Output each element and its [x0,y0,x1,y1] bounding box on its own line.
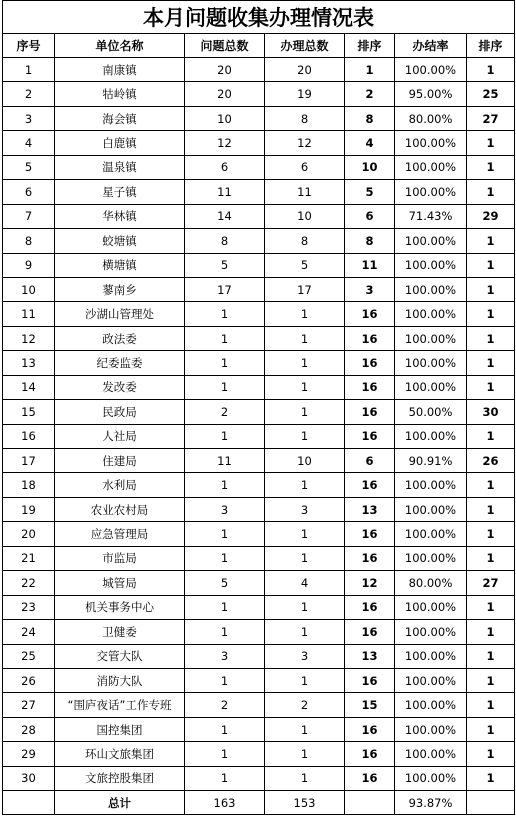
cell-handled-total: 6 [265,155,345,179]
cell-index: 2 [3,82,55,106]
cell-index: 9 [3,253,55,277]
cell-question-total: 14 [185,204,265,228]
cell-handled-total: 17 [265,277,345,301]
cell-question-total: 11 [185,449,265,473]
table-title: 本月问题收集办理情况表 [3,1,515,34]
cell-rank-rate: 1 [467,375,515,399]
header-rank-count: 排序 [345,34,395,58]
cell-rank-count: 13 [345,497,395,521]
cell-rank-count: 13 [345,644,395,668]
cell-handled-total: 1 [265,424,345,448]
cell-question-total: 3 [185,644,265,668]
cell-completion-rate: 100.00% [395,595,467,619]
cell-index: 29 [3,742,55,766]
cell-question-total: 1 [185,742,265,766]
cell-question-total: 12 [185,131,265,155]
cell-handled-total: 19 [265,82,345,106]
table-row [3,375,515,399]
total-rank-count [345,791,395,815]
total-completion-rate: 93.87% [395,791,467,815]
cell-question-total: 1 [185,717,265,741]
cell-index: 3 [3,106,55,130]
cell-rank-count: 16 [345,473,395,497]
cell-index: 10 [3,277,55,301]
cell-rank-count: 16 [345,522,395,546]
cell-unit-name: 环山文旅集团 [55,742,185,766]
cell-unit-name: 应急管理局 [55,522,185,546]
cell-rank-rate: 29 [467,204,515,228]
header-row [3,34,515,58]
cell-unit-name: “围庐夜话”工作专班 [55,693,185,717]
cell-rank-count: 5 [345,180,395,204]
table-row [3,106,515,130]
cell-rank-rate: 1 [467,522,515,546]
cell-index: 11 [3,302,55,326]
cell-handled-total: 1 [265,668,345,692]
table-row [3,351,515,375]
cell-question-total: 5 [185,571,265,595]
cell-unit-name: 文旅控股集团 [55,766,185,790]
header-completion-rate: 办结率 [395,34,467,58]
cell-unit-name: 农业农村局 [55,497,185,521]
cell-handled-total: 1 [265,400,345,424]
cell-index: 12 [3,326,55,350]
cell-rank-rate: 1 [467,766,515,790]
cell-rank-count: 16 [345,546,395,570]
cell-handled-total: 1 [265,717,345,741]
cell-question-total: 1 [185,375,265,399]
cell-rank-rate: 25 [467,82,515,106]
cell-question-total: 1 [185,473,265,497]
table-row [3,229,515,253]
cell-unit-name: 人社局 [55,424,185,448]
cell-rank-count: 8 [345,229,395,253]
cell-unit-name: 交管大队 [55,644,185,668]
cell-handled-total: 1 [265,766,345,790]
cell-index: 24 [3,620,55,644]
cell-index: 27 [3,693,55,717]
cell-completion-rate: 100.00% [395,326,467,350]
cell-unit-name: 横塘镇 [55,253,185,277]
cell-rank-rate: 1 [467,326,515,350]
cell-unit-name: 温泉镇 [55,155,185,179]
cell-rank-rate: 1 [467,253,515,277]
cell-handled-total: 5 [265,253,345,277]
cell-unit-name: 国控集团 [55,717,185,741]
cell-question-total: 1 [185,326,265,350]
cell-unit-name: 蛟塘镇 [55,229,185,253]
cell-question-total: 1 [185,668,265,692]
cell-unit-name: 发改委 [55,375,185,399]
table-row [3,766,515,790]
cell-handled-total: 1 [265,522,345,546]
cell-rank-rate: 30 [467,400,515,424]
cell-rank-count: 16 [345,326,395,350]
cell-question-total: 1 [185,351,265,375]
statistics-table [2,0,515,815]
cell-rank-count: 4 [345,131,395,155]
cell-handled-total: 1 [265,546,345,570]
cell-completion-rate: 100.00% [395,473,467,497]
cell-question-total: 1 [185,522,265,546]
header-index: 序号 [3,34,55,58]
cell-rank-rate: 27 [467,571,515,595]
cell-question-total: 2 [185,693,265,717]
cell-rank-rate: 1 [467,742,515,766]
cell-rank-rate: 1 [467,155,515,179]
cell-question-total: 8 [185,229,265,253]
cell-index: 16 [3,424,55,448]
cell-question-total: 1 [185,766,265,790]
table-row [3,595,515,619]
header-question-total: 问题总数 [185,34,265,58]
cell-question-total: 1 [185,546,265,570]
cell-unit-name: 纪委监委 [55,351,185,375]
table-row [3,400,515,424]
cell-rank-rate: 1 [467,693,515,717]
cell-rank-count: 16 [345,424,395,448]
cell-index: 25 [3,644,55,668]
table-row [3,253,515,277]
table-row [3,693,515,717]
cell-question-total: 1 [185,620,265,644]
cell-question-total: 20 [185,82,265,106]
cell-completion-rate: 100.00% [395,229,467,253]
total-index [3,791,55,815]
cell-rank-rate: 1 [467,277,515,301]
table-row [3,522,515,546]
cell-index: 21 [3,546,55,570]
table-row [3,58,515,82]
total-label: 总计 [55,791,185,815]
cell-handled-total: 4 [265,571,345,595]
cell-unit-name: 白鹿镇 [55,131,185,155]
cell-rank-count: 1 [345,58,395,82]
table-row [3,204,515,228]
cell-unit-name: 水利局 [55,473,185,497]
cell-completion-rate: 100.00% [395,717,467,741]
cell-handled-total: 2 [265,693,345,717]
cell-completion-rate: 100.00% [395,253,467,277]
cell-unit-name: 机关事务中心 [55,595,185,619]
cell-question-total: 5 [185,253,265,277]
cell-rank-count: 11 [345,253,395,277]
cell-completion-rate: 100.00% [395,351,467,375]
cell-unit-name: 卫健委 [55,620,185,644]
cell-question-total: 2 [185,400,265,424]
cell-completion-rate: 100.00% [395,668,467,692]
cell-question-total: 11 [185,180,265,204]
table-row [3,473,515,497]
table-row [3,668,515,692]
cell-completion-rate: 100.00% [395,424,467,448]
cell-unit-name: 华林镇 [55,204,185,228]
cell-completion-rate: 100.00% [395,620,467,644]
table-row [3,180,515,204]
table-row [3,277,515,301]
cell-completion-rate: 100.00% [395,693,467,717]
cell-question-total: 1 [185,595,265,619]
total-question-total: 163 [185,791,265,815]
header-handled-total: 办理总数 [265,34,345,58]
cell-rank-rate: 1 [467,473,515,497]
cell-index: 6 [3,180,55,204]
cell-rank-count: 16 [345,595,395,619]
cell-unit-name: 蓼南乡 [55,277,185,301]
cell-index: 17 [3,449,55,473]
total-handled-total: 153 [265,791,345,815]
cell-unit-name: 市监局 [55,546,185,570]
cell-index: 5 [3,155,55,179]
cell-completion-rate: 80.00% [395,106,467,130]
cell-rank-count: 6 [345,449,395,473]
cell-rank-rate: 1 [467,58,515,82]
cell-handled-total: 3 [265,644,345,668]
cell-index: 28 [3,717,55,741]
cell-handled-total: 1 [265,620,345,644]
cell-question-total: 1 [185,302,265,326]
cell-rank-rate: 1 [467,180,515,204]
cell-rank-count: 15 [345,693,395,717]
cell-rank-count: 16 [345,375,395,399]
cell-completion-rate: 100.00% [395,180,467,204]
cell-rank-count: 10 [345,155,395,179]
cell-completion-rate: 90.91% [395,449,467,473]
cell-handled-total: 8 [265,229,345,253]
table-row [3,449,515,473]
table-row [3,497,515,521]
cell-rank-rate: 1 [467,595,515,619]
cell-handled-total: 3 [265,497,345,521]
cell-index: 15 [3,400,55,424]
cell-unit-name: 政法委 [55,326,185,350]
cell-rank-count: 16 [345,766,395,790]
cell-rank-count: 16 [345,400,395,424]
table-row [3,131,515,155]
table-row [3,717,515,741]
cell-question-total: 6 [185,155,265,179]
cell-unit-name: 海会镇 [55,106,185,130]
cell-index: 23 [3,595,55,619]
cell-rank-rate: 1 [467,351,515,375]
cell-unit-name: 住建局 [55,449,185,473]
cell-question-total: 3 [185,497,265,521]
table-row [3,742,515,766]
cell-completion-rate: 100.00% [395,58,467,82]
cell-index: 1 [3,58,55,82]
cell-index: 7 [3,204,55,228]
cell-completion-rate: 71.43% [395,204,467,228]
cell-index: 30 [3,766,55,790]
table-row [3,155,515,179]
table-row [3,571,515,595]
cell-index: 26 [3,668,55,692]
cell-rank-count: 3 [345,277,395,301]
cell-index: 20 [3,522,55,546]
cell-completion-rate: 100.00% [395,131,467,155]
cell-question-total: 10 [185,106,265,130]
cell-rank-count: 6 [345,204,395,228]
cell-index: 4 [3,131,55,155]
cell-index: 8 [3,229,55,253]
cell-rank-count: 16 [345,717,395,741]
cell-rank-rate: 1 [467,497,515,521]
total-row [3,791,515,815]
cell-handled-total: 12 [265,131,345,155]
cell-unit-name: 沙湖山管理处 [55,302,185,326]
table-row [3,302,515,326]
cell-handled-total: 20 [265,58,345,82]
cell-question-total: 20 [185,58,265,82]
cell-rank-count: 12 [345,571,395,595]
cell-unit-name: 牯岭镇 [55,82,185,106]
cell-completion-rate: 80.00% [395,571,467,595]
cell-handled-total: 1 [265,595,345,619]
cell-handled-total: 1 [265,375,345,399]
cell-completion-rate: 95.00% [395,82,467,106]
cell-rank-rate: 1 [467,302,515,326]
cell-rank-count: 16 [345,620,395,644]
cell-handled-total: 1 [265,326,345,350]
cell-rank-rate: 26 [467,449,515,473]
cell-index: 19 [3,497,55,521]
table-row [3,82,515,106]
cell-question-total: 1 [185,424,265,448]
cell-unit-name: 南康镇 [55,58,185,82]
cell-rank-count: 2 [345,82,395,106]
header-rank-rate: 排序 [467,34,515,58]
cell-completion-rate: 100.00% [395,155,467,179]
cell-completion-rate: 100.00% [395,546,467,570]
cell-rank-rate: 1 [467,424,515,448]
cell-rank-rate: 1 [467,131,515,155]
table-row [3,546,515,570]
table-row [3,424,515,448]
total-rank-rate [467,791,515,815]
cell-handled-total: 8 [265,106,345,130]
table-row [3,326,515,350]
cell-rank-rate: 1 [467,229,515,253]
cell-rank-rate: 1 [467,717,515,741]
cell-handled-total: 11 [265,180,345,204]
cell-rank-count: 16 [345,668,395,692]
cell-handled-total: 10 [265,449,345,473]
cell-completion-rate: 100.00% [395,277,467,301]
header-unit-name: 单位名称 [55,34,185,58]
cell-handled-total: 1 [265,302,345,326]
cell-completion-rate: 100.00% [395,644,467,668]
cell-unit-name: 星子镇 [55,180,185,204]
cell-rank-rate: 1 [467,644,515,668]
cell-completion-rate: 50.00% [395,400,467,424]
cell-rank-count: 16 [345,742,395,766]
cell-index: 22 [3,571,55,595]
cell-handled-total: 1 [265,473,345,497]
cell-unit-name: 民政局 [55,400,185,424]
cell-handled-total: 1 [265,351,345,375]
table-row [3,644,515,668]
cell-index: 13 [3,351,55,375]
cell-rank-rate: 1 [467,668,515,692]
table-row [3,620,515,644]
cell-index: 14 [3,375,55,399]
cell-completion-rate: 100.00% [395,766,467,790]
cell-completion-rate: 100.00% [395,375,467,399]
cell-handled-total: 1 [265,742,345,766]
cell-question-total: 17 [185,277,265,301]
cell-completion-rate: 100.00% [395,742,467,766]
cell-rank-count: 8 [345,106,395,130]
cell-completion-rate: 100.00% [395,302,467,326]
cell-rank-rate: 1 [467,546,515,570]
cell-rank-count: 16 [345,351,395,375]
cell-rank-rate: 1 [467,620,515,644]
cell-index: 18 [3,473,55,497]
cell-unit-name: 消防大队 [55,668,185,692]
cell-handled-total: 10 [265,204,345,228]
cell-completion-rate: 100.00% [395,522,467,546]
cell-rank-rate: 27 [467,106,515,130]
cell-completion-rate: 100.00% [395,497,467,521]
cell-unit-name: 城管局 [55,571,185,595]
cell-rank-count: 16 [345,302,395,326]
